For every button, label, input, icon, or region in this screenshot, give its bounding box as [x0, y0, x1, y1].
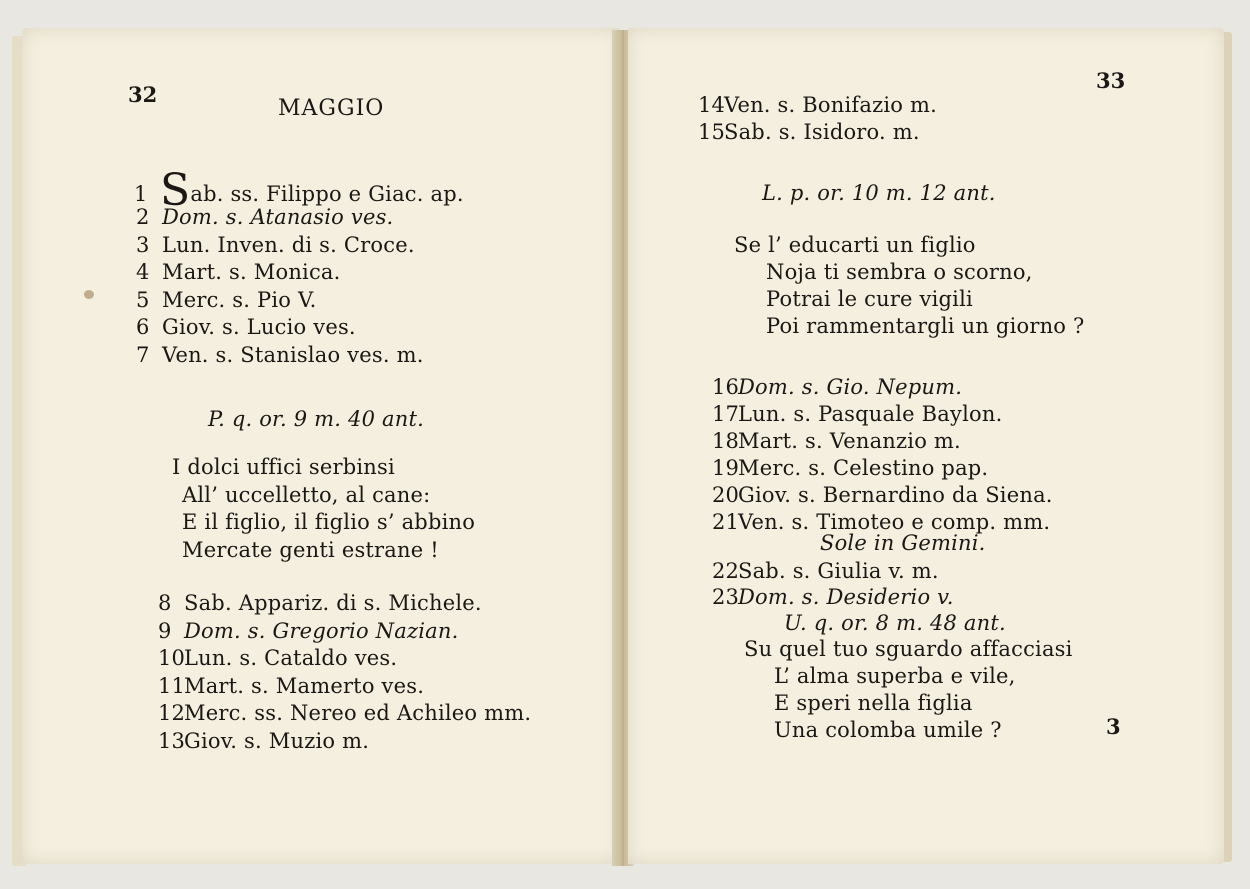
verse-line: Una colomba umile ?	[774, 718, 1002, 742]
day-text: Merc. ss. Nereo ed Achileo mm.	[184, 701, 532, 725]
day-entry-12	[158, 700, 531, 726]
day-number: 19	[712, 456, 740, 480]
day-number: 9	[158, 618, 172, 643]
verse-line: Potrai le cure vigili	[766, 287, 973, 311]
day-text: Sab. s. Giulia v. m.	[738, 559, 939, 583]
day-number: 11	[158, 673, 186, 698]
day-text: Merc. s. Celestino pap.	[738, 456, 989, 480]
day-text: Sab. Appariz. di s. Michele.	[184, 591, 482, 615]
day-number: 22	[712, 559, 740, 583]
day-number: 5	[136, 287, 150, 312]
day-number: 6	[136, 315, 150, 339]
moon-phase-last-quarter: U. q. or. 8 m. 48 ant.	[784, 611, 1006, 635]
moon-phase-full-moon: L. p. or. 10 m. 12 ant.	[762, 181, 996, 205]
verse-line: Se l’ educarti un figlio	[734, 233, 976, 257]
day-number: 10	[158, 646, 186, 670]
verse-line: All’ uccelletto, al cane:	[182, 482, 431, 507]
sun-sign: Sole in Gemini.	[820, 531, 986, 555]
day-entry-11	[158, 673, 424, 699]
day-text: Lun. s. Pasquale Baylon.	[738, 402, 1003, 426]
day-number: 17	[712, 402, 740, 426]
day-number: 14	[698, 93, 726, 117]
day-text: Lun. Inven. di s. Croce.	[162, 232, 415, 257]
day-number: 16	[712, 375, 740, 399]
day-number: 23	[712, 585, 740, 609]
day-number: 8	[158, 591, 172, 615]
day-entry-7	[136, 342, 424, 368]
day-text: Dom. s. Desiderio v.	[738, 585, 954, 609]
day-entry-2	[136, 204, 393, 230]
day-entry-5	[136, 287, 317, 313]
day-text: Sab. s. Isidoro. m.	[724, 120, 920, 144]
day-entry-14	[698, 92, 937, 118]
day-number: 2	[136, 205, 150, 229]
day-entry-20	[712, 482, 1053, 508]
day-entry-1: 1 Sab. ss. Filippo e Giac. ap.	[134, 165, 464, 216]
day-number: 21	[712, 510, 740, 534]
left-page-number: 32	[128, 82, 158, 107]
day-number: 12	[158, 701, 186, 725]
day-text: Mart. s. Monica.	[162, 260, 341, 284]
day-text: Ven. s. Stanislao ves. m.	[162, 342, 424, 367]
day-text: Mart. s. Venanzio m.	[738, 429, 961, 453]
day-text: Ven. s. Timoteo e comp. mm.	[738, 510, 1051, 534]
day-text: Dom. s. Gio. Nepum.	[738, 375, 963, 399]
day-text: Ven. s. Bonifazio m.	[724, 93, 937, 117]
day-text: Giov. s. Muzio m.	[184, 728, 370, 753]
day-entry-10	[158, 645, 397, 671]
moon-phase-first-quarter: P. q. or. 9 m. 40 ant.	[208, 407, 424, 431]
day-number: 20	[712, 483, 740, 507]
verse-line: I dolci uffici serbinsi	[172, 455, 395, 479]
day-number: 13	[158, 728, 186, 753]
day-entry-22	[712, 558, 939, 584]
day-number: 4	[136, 260, 150, 284]
day-text: Merc. s. Pio V.	[162, 287, 317, 312]
day-text: Lun. s. Cataldo ves.	[184, 646, 398, 670]
verse-line: Poi rammentargli un giorno ?	[766, 314, 1085, 338]
day-number: 3	[136, 232, 150, 257]
day-number: 7	[136, 342, 150, 367]
month-title: MAGGIO	[278, 96, 385, 121]
day-text: Dom. s. Atanasio ves.	[162, 205, 394, 229]
day-entry-16	[712, 374, 962, 400]
left-page	[22, 28, 620, 864]
day-entry-6	[136, 314, 356, 340]
verse-line: Noja ti sembra o scorno,	[766, 260, 1033, 284]
day-entry-4	[136, 259, 341, 285]
verse-line: Mercate genti estrane !	[182, 537, 439, 562]
open-book	[8, 20, 1234, 872]
day-entry-15	[698, 119, 920, 145]
day-entry-9	[158, 618, 458, 644]
day-entry-8	[158, 590, 482, 616]
day-text: Mart. s. Mamerto ves.	[184, 673, 425, 698]
verse-line: L’ alma superba e vile,	[774, 664, 1016, 688]
day-entry-17	[712, 401, 1002, 427]
day-number: 18	[712, 429, 740, 453]
paper-stain	[84, 290, 94, 299]
signature-mark: 3	[1106, 714, 1121, 739]
right-page-number: 33	[1096, 68, 1126, 93]
day-entry-18	[712, 428, 961, 454]
verse-line: Su quel tuo sguardo affacciasi	[744, 637, 1073, 661]
day-text: Giov. s. Lucio ves.	[162, 315, 356, 339]
verse-line: E il figlio, il figlio s’ abbino	[182, 510, 476, 534]
day-entry-19	[712, 455, 988, 481]
day-text: Dom. s. Gregorio Nazian.	[184, 618, 459, 643]
day-entry-13	[158, 728, 369, 754]
right-page	[628, 28, 1224, 864]
day-number: 15	[698, 120, 726, 144]
drop-cap: S	[160, 165, 191, 216]
day-text: Giov. s. Bernardino da Siena.	[738, 483, 1053, 507]
day-entry-23	[712, 584, 954, 610]
day-entry-3	[136, 232, 415, 258]
verse-line: E speri nella figlia	[774, 691, 973, 715]
